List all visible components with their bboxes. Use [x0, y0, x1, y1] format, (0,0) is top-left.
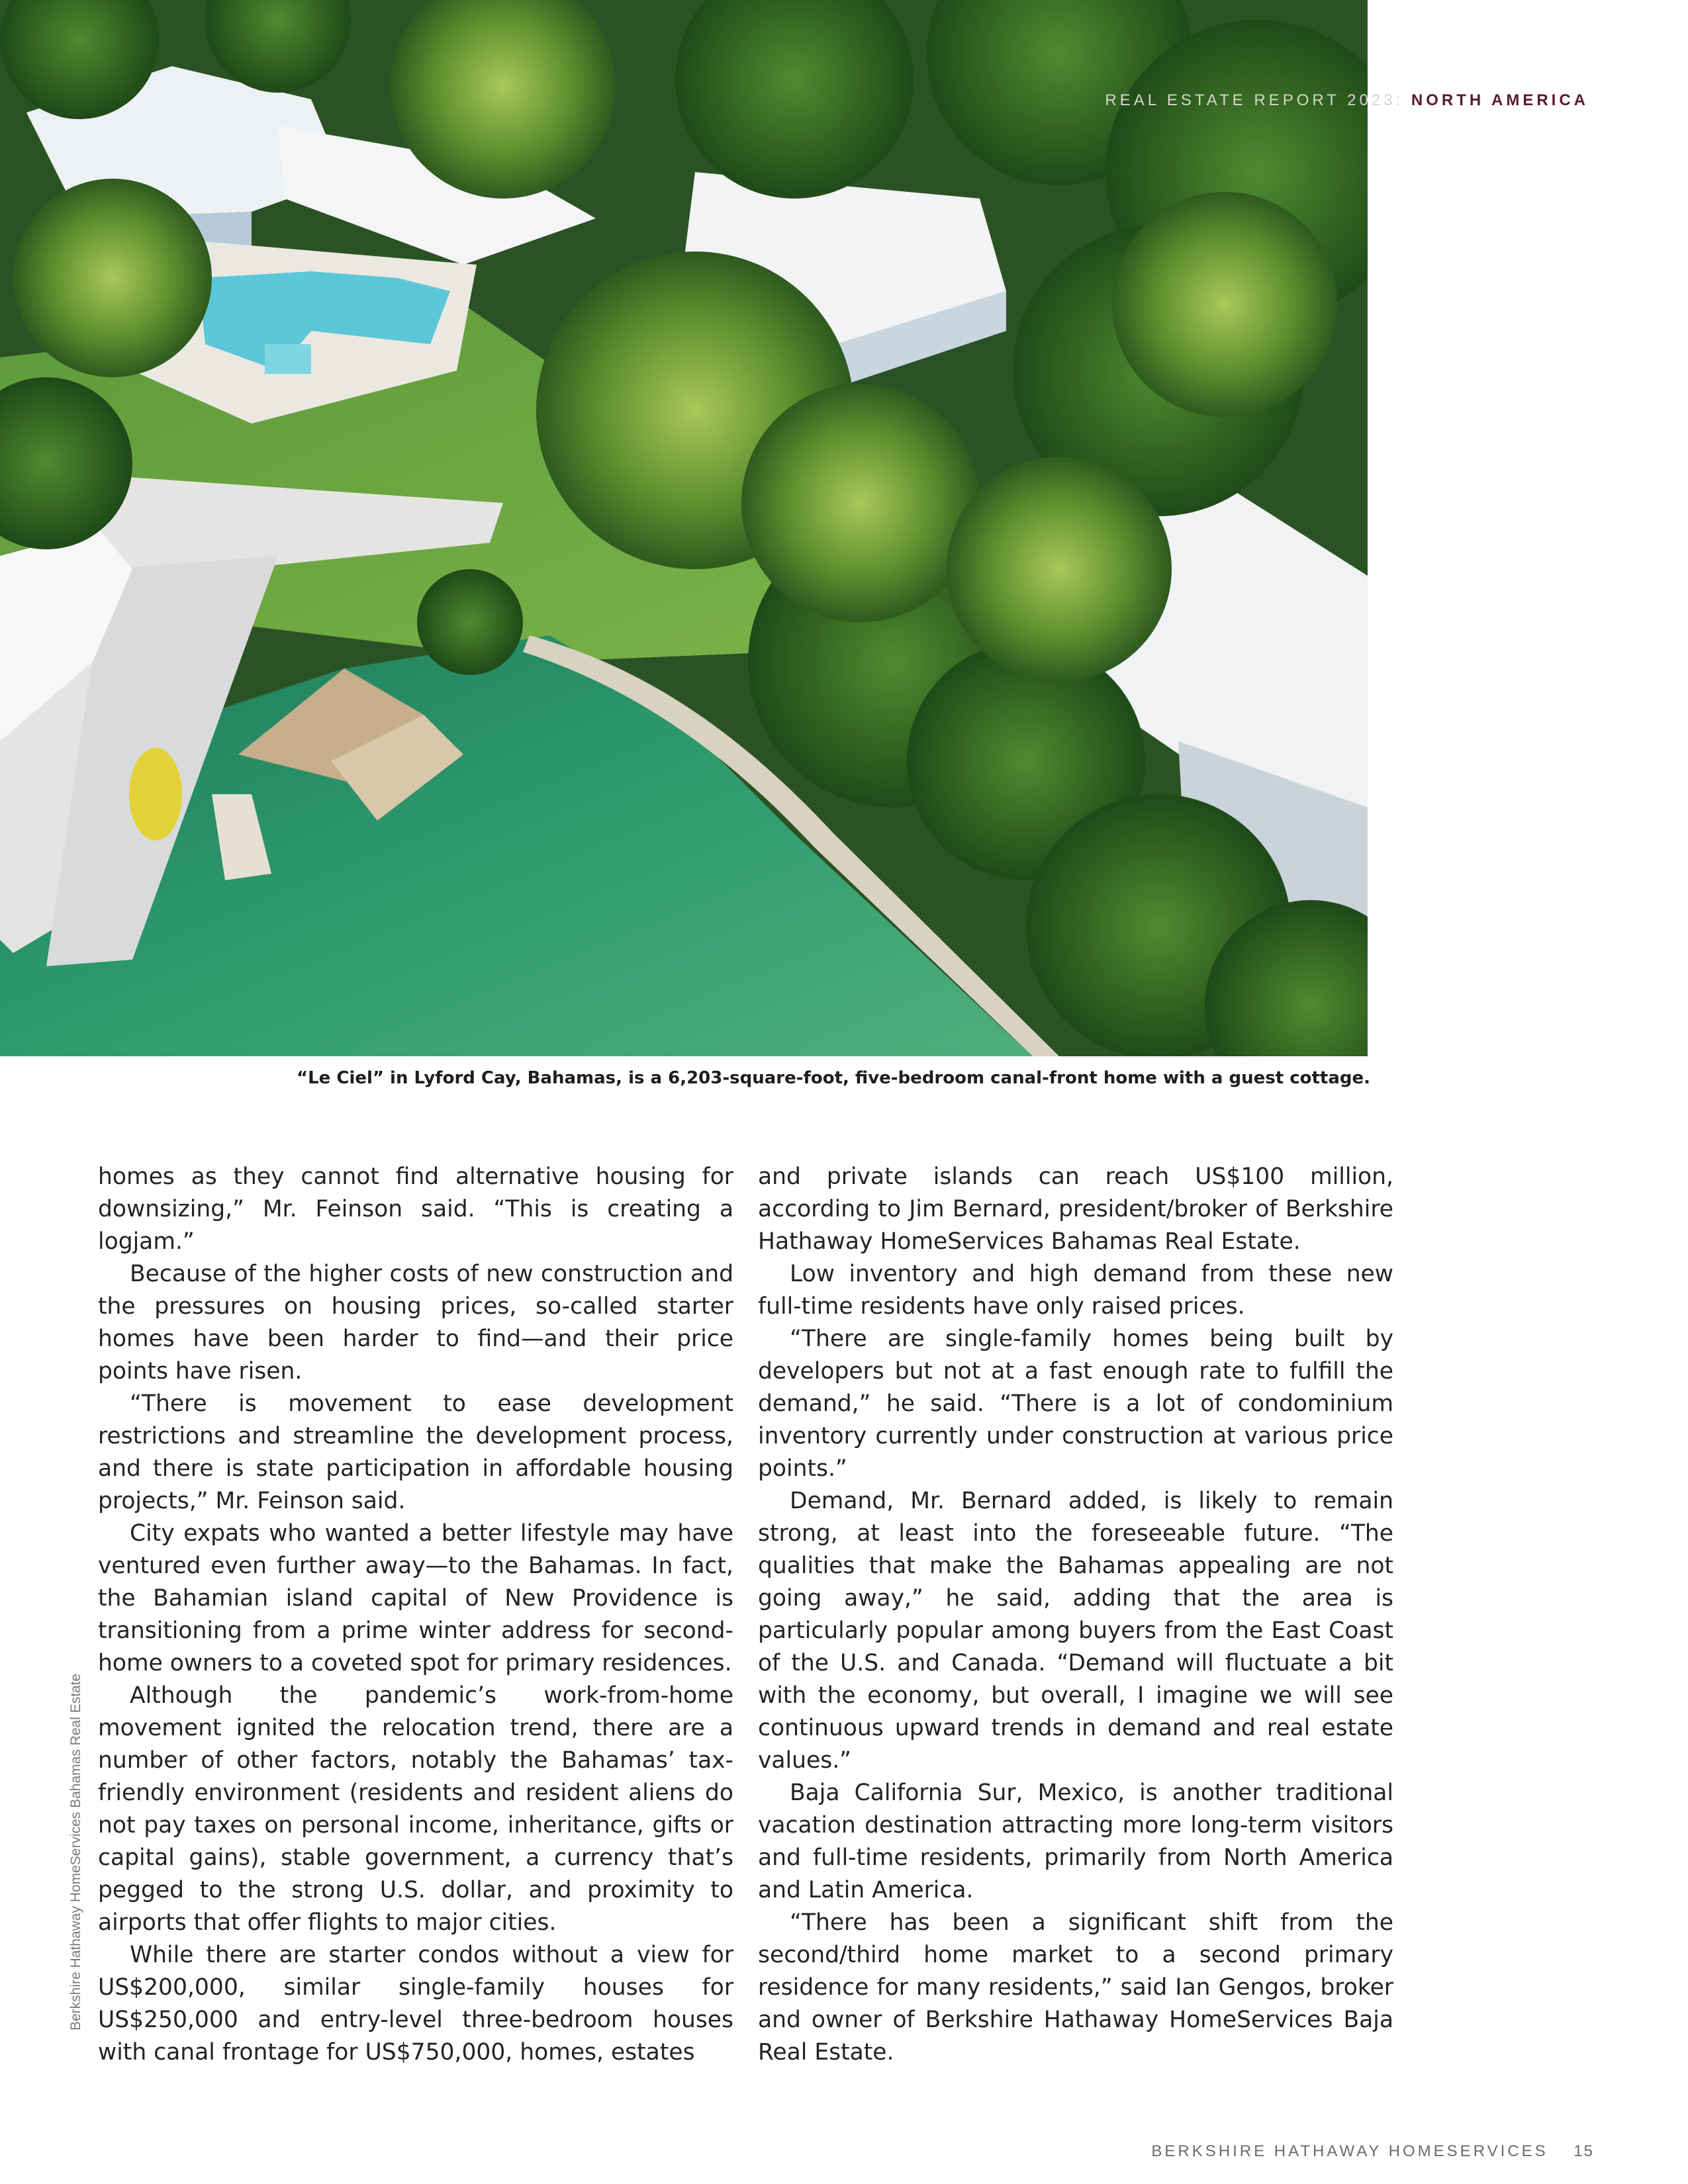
paragraph: Although the pandemic’s work-from-home movement ignited the relocation trend, there are a number of other factors, notably the Bahamas’ tax-friendly environment (residents and resident aliens do not pay taxes on personal income, inheritance, gifts or capital gains), stable government, a currency that’s pegged to the strong U.S. dollar, and proximity to airports that offer flights to major cities.: [98, 1682, 733, 1936]
paragraph: “There is movement to ease development restrictions and streamline the development process, and there is state participation in affordable housing projects,” Mr. Feinson said.: [98, 1390, 733, 1514]
running-header: [1105, 91, 1589, 110]
paragraph: City expats who wanted a better lifestyle may have ventured even further away—to the Bahamas. In fact, the Bahamian island capital of New Providence is transitioning from a prime winter address for second-home owners to a coveted spot for primary residences.: [98, 1520, 733, 1676]
page-footer: [1151, 2142, 1594, 2161]
right-column: [758, 1161, 1393, 2069]
footer-brand: BERKSHIRE HATHAWAY HOMESERVICES: [1151, 2142, 1548, 2160]
paragraph: Because of the higher costs of new construction and the pressures on housing prices, so-called starter homes have been harder to find—and their price points have risen.: [98, 1261, 733, 1385]
paragraph: homes as they cannot find alternative housing for downsizing,” Mr. Feinson said. “This is creating a logjam.”: [98, 1163, 733, 1255]
paragraph: and private islands can reach US$100 million, according to Jim Bernard, president/broker of Berkshire Hathaway HomeServices Bahamas Real Estate.: [758, 1163, 1393, 1255]
paragraph: “There has been a significant shift from the second/third home market to a second primary residence for many residents,” said Ian Gengos, broker and owner of Berkshire Hathaway HomeServices Baja Real Estate.: [758, 1909, 1393, 2066]
paragraph: While there are starter condos without a view for US$200,000, similar single-family houses for US$250,000 and entry-level three-bedroom houses with canal frontage for US$750,000, homes, estates: [98, 1942, 733, 2066]
hero-photo: [0, 0, 1368, 1056]
photo-credit: Berkshire Hathaway HomeServices Bahamas Real Estate: [68, 1673, 83, 2030]
aerial-photo-illustration: [0, 0, 1368, 1056]
report-label: REAL ESTATE REPORT 2023:: [1105, 91, 1404, 109]
paragraph: Baja California Sur, Mexico, is another traditional vacation destination attracting more long-term visitors and full-time residents, primarily from North America and Latin America.: [758, 1780, 1393, 1903]
photo-caption: “Le Ciel” in Lyford Cay, Bahamas, is a 6,203-square-foot, five-bedroom canal-front home with a guest cottage.: [297, 1068, 1370, 1088]
paragraph: “There are single-family homes being built by developers but not at a fast enough rate to fulfill the demand,” he said. “There is a lot of condominium inventory currently under construction at various price points.”: [758, 1326, 1393, 1482]
paragraph: Low inventory and high demand from these new full-time residents have only raised prices.: [758, 1261, 1393, 1320]
section-name: NORTH AMERICA: [1411, 91, 1589, 109]
paragraph: Demand, Mr. Bernard added, is likely to remain strong, at least into the foreseeable future. “The qualities that make the Bahamas appealing are not going away,” he said, adding that the area is particularly popular among buyers from the East Coast of the U.S. and Canada. “Demand will fluctuate a bit with the economy, but overall, I imagine we will see continuous upward trends in demand and real estate values.”: [758, 1488, 1393, 1774]
page-number: 15: [1573, 2142, 1594, 2160]
left-column: [98, 1161, 733, 2069]
